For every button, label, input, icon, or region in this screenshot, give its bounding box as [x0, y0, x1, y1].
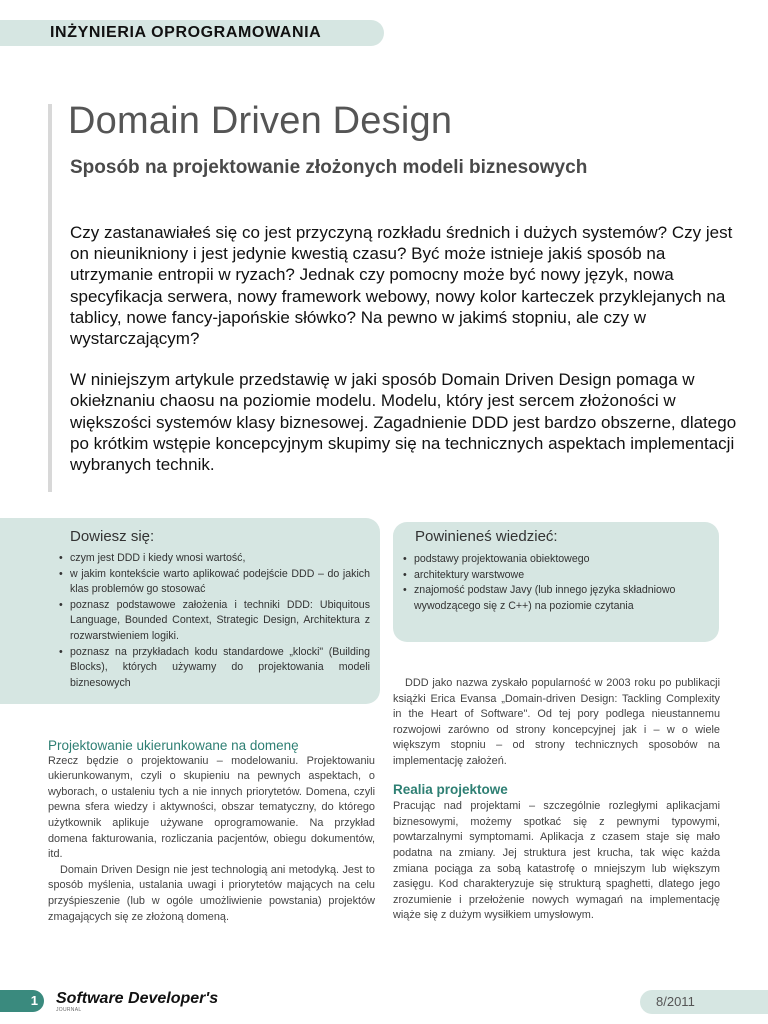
body-paragraph: DDD jako nazwa zyskało popularność w 2003 roku po publikacji książki Erica Evansa „Domain-driven Design: Tackling Complexity in the Heart of Software". Od tej pory podlega nieustannemu rozwojowi zarówno od strony koncepcyjnej jak i – w o wiele większym stopniu – od strony technicznych sposobów na implementację założeń. [393, 677, 720, 767]
article-subtitle: Sposób na projektowanie złożonych modeli biznesowych [70, 157, 588, 178]
list-item: • poznasz podstawowe założenia i techniki DDD: Ubiquitous Language, Bounded Context, Strategic Design, Architektura z rozwarstwieniem logiki. [58, 598, 370, 645]
list-item: • podstawy projektowania obiektowego [402, 552, 712, 568]
left-column [48, 738, 375, 925]
know-list [402, 552, 712, 614]
body-paragraph: Pracując nad projektami – szczególnie rozległymi aplikacjami biznesowymi, możemy spotkać się z pewnymi typowymi, powtarzalnymi symptomami. Aplikacja z czasem staje się mało podatna na zmiany. Jej struktura jest krucha, tak więc każda zmiana pociąga za sobą katastrofę o mniejszym lub większym zasięgu. Kod charakteryzuje się strukturą spaghetti, dlatego jego zrozumienie i przełożenie nowych wymagań na implementację wiąże się z dużym wysiłkiem umysłowym. [393, 800, 720, 922]
issue-tab [640, 990, 768, 1014]
learn-list [58, 551, 370, 691]
page-number-tab [0, 990, 44, 1012]
body-paragraph: Rzecz będzie o projektowaniu – modelowaniu. Projektowaniu ukierunkowanym, czyli o skupieniu na pewnych aspektach, o wyborach, o ustaleniu tych a nie innych priorytetów. Domena, czyli pewna sfera wiedzy i aktywności, obszar tematyczny, do którego użytkownik aplikuje używane oprogramowanie. Na przykład domena fakturowania, rozliczania pacjentów, obiegu dokumentów, itd. [48, 754, 375, 861]
section-heading: Realia projektowe [393, 781, 508, 797]
right-column [393, 676, 720, 924]
list-item: • w jakim kontekście warto aplikować podejście DDD – do jakich klas problemów go stosować [58, 567, 370, 598]
article-title: Domain Driven Design [68, 100, 453, 142]
lead-text [70, 222, 750, 475]
section-heading: Projektowanie ukierunkowane na domenę [48, 738, 299, 753]
list-item: • architektury warstwowe [402, 568, 712, 584]
magazine-logo [56, 990, 218, 1013]
list-item: • znajomość podstaw Javy (lub innego języka składniowo wywodzącego się z C++) na poziomie czytania [402, 583, 712, 614]
section-label: INŻYNIERIA OPROGRAMOWANIA [50, 24, 322, 41]
magazine-name: Software Developer's [56, 990, 219, 1007]
issue-number: 8/2011 [656, 994, 695, 1009]
lead-paragraph: W niniejszym artykule przedstawię w jaki sposób Domain Driven Design pomaga w okiełznaniu chaosu na poziomie modelu. Modelu, który jest sercem złożoności w większości systemów klasy biznesowej. Zagadnienie DDD jest bardzo obszerne, dlatego po krótkim wstępie koncepcyjnym skupimy się na technicznych aspektach implementacji wybranych technik. [70, 370, 737, 475]
lead-paragraph: Czy zastanawiałeś się co jest przyczyną rozkładu średnich i dużych systemów? Czy jest on nieunikniony i jest jedynie kwestią czasu? Być może istnieje jakiś sposób na utrzymanie entropii w ryzach? Jednak czy pomocny może być nowy język, nowa specyfikacja serwera, nowy framework webowy, nowy kolor karteczek przyklejanych na tablicy, nowe fancy-japońskie słówko? Na pewno w jakimś stopniu, ale czy w wystarczającym? [70, 223, 733, 349]
decorative-bar [48, 104, 52, 492]
learn-box-title: Dowiesz się: [70, 528, 155, 545]
learn-box [0, 518, 380, 704]
list-item: • czym jest DDD i kiedy wnosi wartość, [58, 551, 370, 567]
know-box-title: Powinieneś wiedzieć: [415, 528, 558, 545]
page-number: 1 [30, 993, 38, 1008]
section-tab [0, 20, 384, 46]
body-paragraph: Domain Driven Design nie jest technologią ani metodyką. Jest to sposób myślenia, ustalania uwagi i priorytetów mających na celu przyśpieszenie (lub w ogóle umożliwienie powstania) projektów zmagających się ze złożoną domeną. [48, 863, 375, 923]
list-item: • poznasz na przykładach kodu standardowe „klocki" (Building Blocks), których używamy do projektowania modeli biznesowych [58, 645, 370, 692]
know-box [393, 522, 719, 642]
magazine-subtitle: JOURNAL [56, 1007, 82, 1013]
